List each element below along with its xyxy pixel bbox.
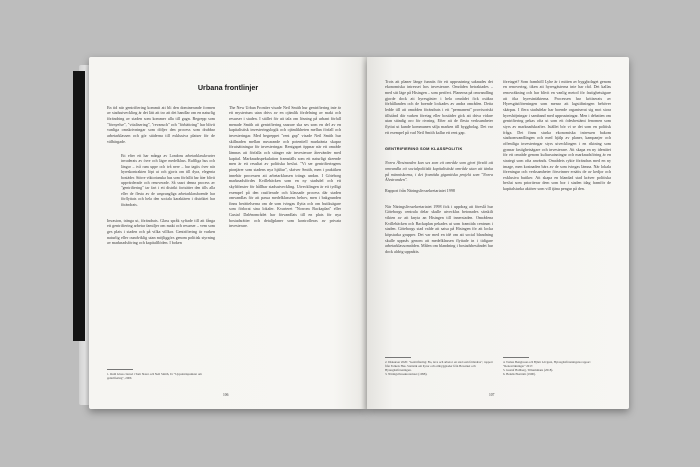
footnote: 1. Ruth Glass citerad i Tom Slater och Neil Smith, Ur "Uppsnäckpunkter om gentrifiering", 2006 (107, 372, 202, 381)
book-spread (73, 57, 633, 413)
section-heading: GENTRIFIERING SOM KLASSPOLITIK (385, 145, 463, 151)
epigraph-quote: Norra Älvstranden kan ses som ett område som gjort försök att omvandla ett socialpolitiskt kapitalistiskt område utan att tänka på människorna, i det framtida gigantiska projekt som "Norra Älvstranden". (385, 160, 493, 183)
left-page-column-1 (107, 99, 215, 361)
page-number: 107 (489, 393, 495, 397)
footnote: 2. Diskurser 2020: "Gentrifiering: Bo, leva och arbeta i en stad som förändras", rapport från Folkets Hus. Statistik om hyror och ombyggnader från Boverket och Hyresgästföreningen. 3. Näringslivssekretariatet (1998). (385, 360, 493, 377)
body-paragraph: Trots att planer länge funnits för ett upprustning saknades det ekonomiska intresset hos investerare. Områden betraktades – med sitt läge på Hisingen – som perifert. Planerna på omvandling gjorde dock att hyresgäster i hela området fick osäkra förhållanden och de boende lockades av andra områden. Detta ledde till att områden förändrats i ett "permanent" provisoriskt tillstånd där varken företag eller bostäder gick att driva vidare utan ständig oro för rivning. Efter att de flesta verksamheter flyttat ut kunde kommunen sälja marken till byggbolag. Det var ett exempel på vad Neil Smith kallar ett rent gap. (385, 78, 493, 135)
block-quote: Ett efter ett har många av Londons arbetarklasskvarter invaderats av övre och lägre medelklass. Ruffliga hus och längor – två rum uppe och två nere – har tagits över när hyreskontrakten löpt ut och gjorts om till dyra, elegenta bostäder. Större viktorianska hus som förfallit har åter blivit uppvärderade och renoverade. Så snart denna process av "gentrifiering" tar fart i ett distrikt fortsätter den tills alla eller de flesta av de ursprungliga arbetarklassboende har förflyttats och hela den sociala karaktären i distriktet har förändrats. (121, 153, 215, 207)
book-spine-edge (73, 71, 85, 341)
right-page-column-2 (503, 73, 611, 353)
left-page-column-2 (229, 99, 341, 391)
body-paragraph: företaget? Som framhöll Lyhe är i mitten av byggbolaget genom en renovering, tiken att hyresgästerna inte har råd. Det kallas renovräkning och har blivit en vanlig metod för fastighetsägare att öka hyresintäkterna. Processen har kritiserats av Hyresgästföreningen som menar att lagstiftningen behöver skärpas. I flera stadsdelar har boende organiserat sig mot stora hyreshöjningar i samband med upprustningar. Men i debatten om gentrifiering pekas ofta ut som ett ödesbestämt fenomen som styrs av marknadskrafter. Istället bör vi se det som en politisk fråga. Det finns starka ekonomiska intressen bakom stadsomvandlingen och med hjälp av planer, kampanjer och offentliga investeringar styrs utvecklingen i en riktning som gynnar fastighetsägare och investerare. Att skapa en ny identitet för ett område genom kultursatsningar och marknadsföring är en strategi som ofta används. Områdets rykte förändras med en ny image, men kostnaden bärs av de som tvingas lämna. När lokala föreningar och verksamheter försvinner ersätts de av kedjor och exklusiva butiker. Att skapa en blandad stad kräver politiska beslut som prioriterar dem som bor i staden idag framför de kapitalstarka aktörer som vill tjäna pengar på den. (503, 78, 611, 192)
footnote-rule (503, 357, 529, 358)
body-paragraph: När Näringslivssekretariatet 1998 fick i uppdrag att föreslå hur Göteborgs centrala delar skulle utvecklas betonades särskilt vikten av att knyta an Hisingen till innerstaden. Områdena Kvillebäcken och Backaplan pekades ut som framtida centrum i staden. Göteborgs stad valde att satsa på Hisingen för att locka köpstarka grupper. Det var med en idé om att social blandning skulle uppnås genom att medelklassen flyttade in i tidigare arbetarklassområden. Målen om blandning i bostadsbeståndet har dock aldrig uppnåtts. (385, 203, 493, 255)
body-paragraph: The New Urban Frontier visade Neil Smith hur gentrifiering inte är ett mysterium utan drivs av en ojämlik fördelning av makt och resurser i staden. I stället för att tala om lösning på urbant förfall menade Smith att gentrifiering snarare ska ses som en del av en kapitalistisk investeringslogik och ojämlikheten mellan förfall och investeringar. Med begreppet "rent gap" visade Neil Smith hur skillnaden mellan nuvarande och potentiell markränta skapar förutsättningar för investeringar. Rentgapet öppnar när ett område lämnas att förfalla och stänger när investerare återvänder med kapital. Marknadsspekulation framställs som ett naturligt skeende men är ett resultat av politiska beslut. "Vi ser gentrifieringens pionjärer som stadens nya hjältar", skriver Smith, men i praktiken innebär processen att arbetarklassen trängs undan. I Göteborg marknadsfördes Kvillebäcken som en ny stadsdel och ett skyltfönster för hållbar stadsutveckling. Utvecklingen är ett tydligt exempel på den rasifierade och klassade process där staden omvandlas för att passa medelklassens behov, men i bakgrunden finns berättelserna om de som tvingas flytta och om butiksägare som förlorat sina lokaler. Kvarteret "Norrom Backaplan" eller Gustaf Dalénområdet har förvandlats till en plats för nya bostadsrätter och detaljplaner som kontrolleras av privata investerare. (229, 104, 341, 229)
left-page (89, 57, 367, 409)
right-page (367, 57, 629, 409)
footnote-rule (107, 369, 133, 370)
footnote: 4. Tomas Bengtsson och Björn Lövgren, Hyresgästföreningens rapport "Renovräkningar" 2017. 5. Gustaf Hallberg, Tillsammans (2018). 6. Henrik Ekström (1990). (503, 360, 591, 377)
page-number: 106 (223, 393, 229, 397)
intro-paragraph: En tid när gentrifiering kommit att bli den dominerande formen av stadsutveckling är det lätt att tro att det handlar om en naturlig förändring av staden som kommer alla till gagn. Begrepp som "förnyelse", "vitalisering", "revansch" och "förbättring" har blivit vanliga omskrivningar som döljer den process som drabbar arbetarklassen och gör städerna till exklusiva platser för de välbärgade. (107, 104, 215, 144)
chapter-title: Urbana frontlinjer (197, 83, 259, 92)
paragraph-after-quote: Invasion, tränga ut, förändrats. Glass språk syftade till att fånga ett gentrifiering arbetar familjer om makt och resurser – vem som ges plats i staden och på vilka villkor. Gentrifiering är varken naturlig eller oundviklig utan möjliggörs genom politisk styrning av marknadsföring och kapitalflöden. I boken (107, 217, 215, 246)
right-page-column-1 (385, 73, 493, 363)
epigraph-source: Rapport från Näringslivssekretariatet 1998 (385, 188, 455, 194)
footnote-rule (385, 357, 411, 358)
